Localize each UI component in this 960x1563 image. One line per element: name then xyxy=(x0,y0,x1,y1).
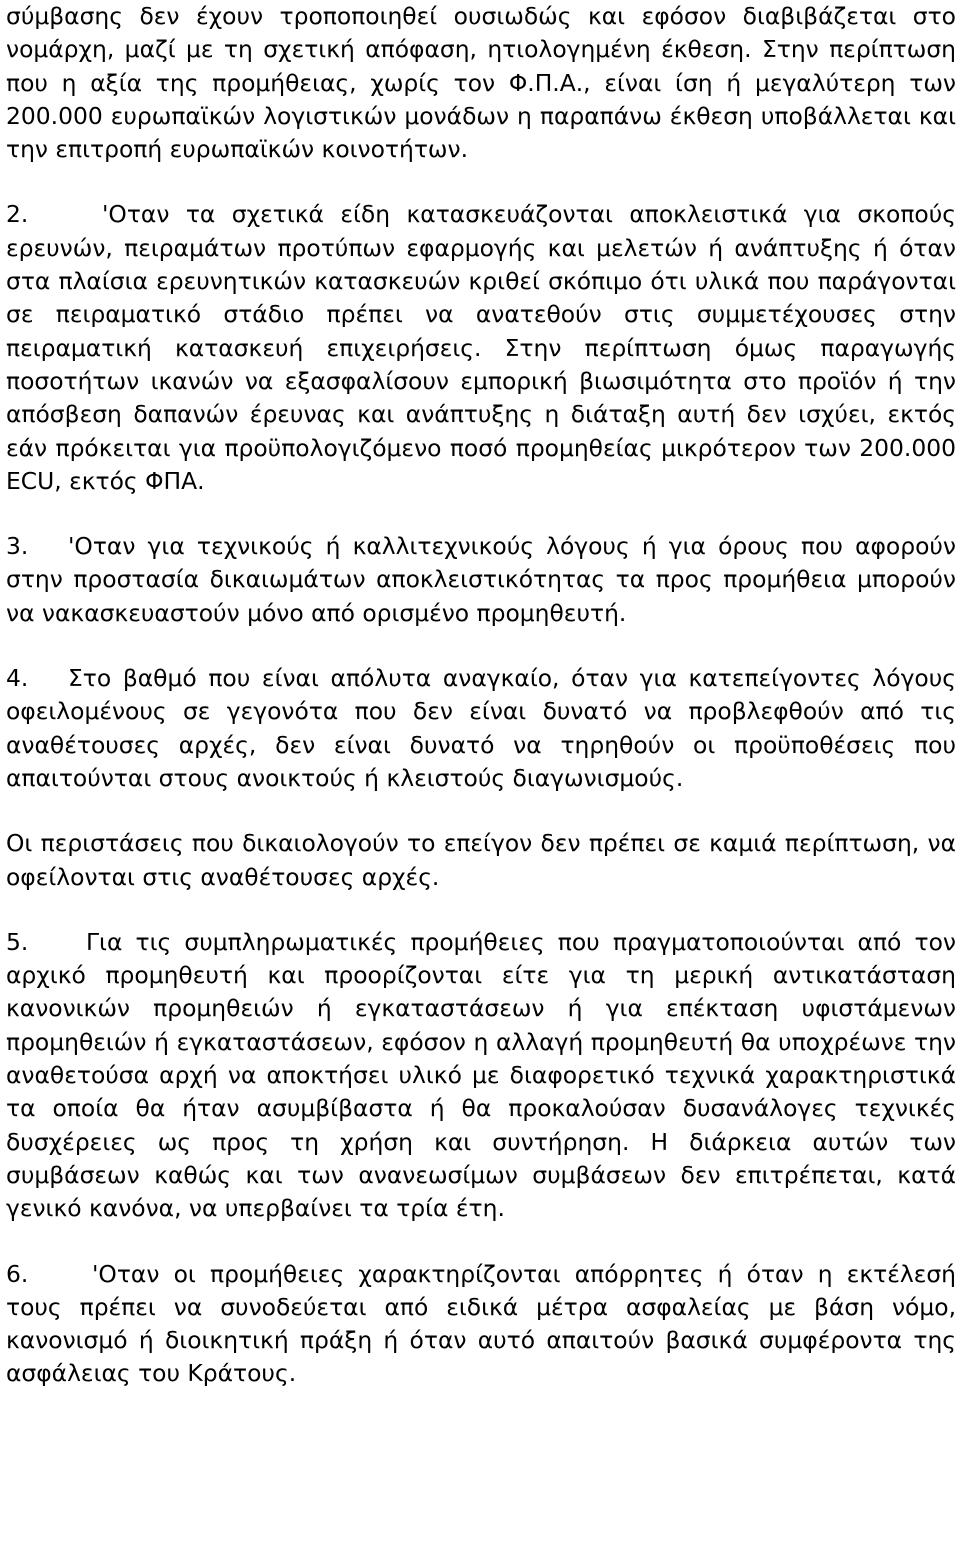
item-text: 'Οταν για τεχνικούς ή καλλιτεχνικούς λόγους ή για όρους που αφορούν στην προστασία δικαιωμάτων αποκλειστικότητας τα προς προμήθεια μπορούν να νακασκευαστούν μόνο από ορισμένο προμηθευτή. xyxy=(6,532,956,627)
item-number: 6. xyxy=(6,1259,29,1288)
item-number: 3. xyxy=(6,532,29,561)
item-text: Για τις συμπληρωματικές προμήθειες που πραγματοποιούνται από τον αρχικό προμηθευτή και προορίζονται είτε για τη μερική αντικατάσταση κανονικών προμηθειών ή εγκαταστάσεων ή για επέκταση υφιστάμενων προμηθειών ή εγκαταστάσεων, εφόσον η αλλαγή προμηθευτή θα υποχρέωνε την αναθετούσα αρχή να αποκτήσει υλικό με διαφορετικό τεχνικά χαρακτηριστικά τα οποία θα ήταν ασυμβίβαστα ή θα προκαλούσαν δυσανάλογες τεχνικές δυσχέρειες ως προς τη χρήση και συντήρηση. Η διάρκεια αυτών των συμβάσεων καθώς και των ανανεωσίμων συμβάσεων δεν επιτρέπεται, κατά γενικό κανόνα, να υπερβαίνει τα τρία έτη. xyxy=(6,927,956,1223)
list-item-6 xyxy=(6,1258,956,1391)
list-item-4 xyxy=(6,662,956,795)
item-text: Στο βαθμό που είναι απόλυτα αναγκαίο, όταν για κατεπείγοντες λόγους οφειλομένους σε γεγονότα που δεν είναι δυνατό να προβλεφθούν από τις αναθέτουσες αρχές, δεν είναι δυνατό να τηρηθούν οι προϋποθέσεις που απαιτούνται στους ανοικτούς ή κλειστούς διαγωνισμούς. xyxy=(6,664,956,792)
item-number: 2. xyxy=(6,200,29,229)
paragraph-circumstances: Οι περιστάσεις που δικαιολογούν το επείγον δεν πρέπει σε καμιά περίπτωση, να οφείλονται στις αναθέτουσες αρχές. xyxy=(6,829,956,891)
list-item-2 xyxy=(6,198,956,498)
item-number: 5. xyxy=(6,927,29,956)
list-item-5 xyxy=(6,926,956,1226)
item-number: 4. xyxy=(6,664,29,693)
document-page xyxy=(6,0,956,1391)
paragraph-continuation: σύμβασης δεν έχουν τροποποιηθεί ουσιωδώς και εφόσον διαβιβάζεται στο νομάρχη, μαζί με τη σχετική απόφαση, ητιολογημένη έκθεση. Στην περίπτωση που η αξία της προμήθειας, χωρίς τον Φ.Π.Α., είναι ίση ή μεγαλύτερη των 200.000 ευρωπαϊκών λογιστικών μονάδων η παραπάνω έκθεση υποβάλλεται και την επιτροπή ευρωπαϊκών κοινοτήτων. xyxy=(6,2,956,164)
item-text: 'Οταν τα σχετικά είδη κατασκευάζονται αποκλειστικά για σκοπούς ερευνών, πειραμάτων προτύπων εφαρμογής και μελετών ή ανάπτυξης ή όταν στα πλαίσια ερευνητικών κατασκευών κριθεί σκόπιμο ότι υλικά που παράγονται σε πειραματικό στάδιο πρέπει να ανατεθούν στις συμμετέχουσες στην πειραματική κατασκευή επιχειρήσεις. Στην περίπτωση όμως παραγωγής ποσοτήτων ικανών να εξασφαλίσουν εμπορική βιωσιμότητα στο προϊόν ή την απόσβεση δαπανών έρευνας και ανάπτυξης η διάταξη αυτή δεν ισχύει, εκτός εάν πρόκειται για προϋπολογιζόμενο ποσό προμηθείας μικρότερον των 200.000 ECU, εκτός ΦΠΑ. xyxy=(6,200,956,495)
list-item-3 xyxy=(6,530,956,630)
item-text: 'Οταν οι προμήθειες χαρακτηρίζονται απόρρητες ή όταν η εκτέλεσή τους πρέπει να συνοδεύεται από ειδικά μέτρα ασφαλείας με βάση νόμο, κανονισμό ή διοικητική πράξη ή όταν αυτό απαιτούν βασικά συμφέροντα της ασφάλειας του Κράτους. xyxy=(6,1259,956,1388)
